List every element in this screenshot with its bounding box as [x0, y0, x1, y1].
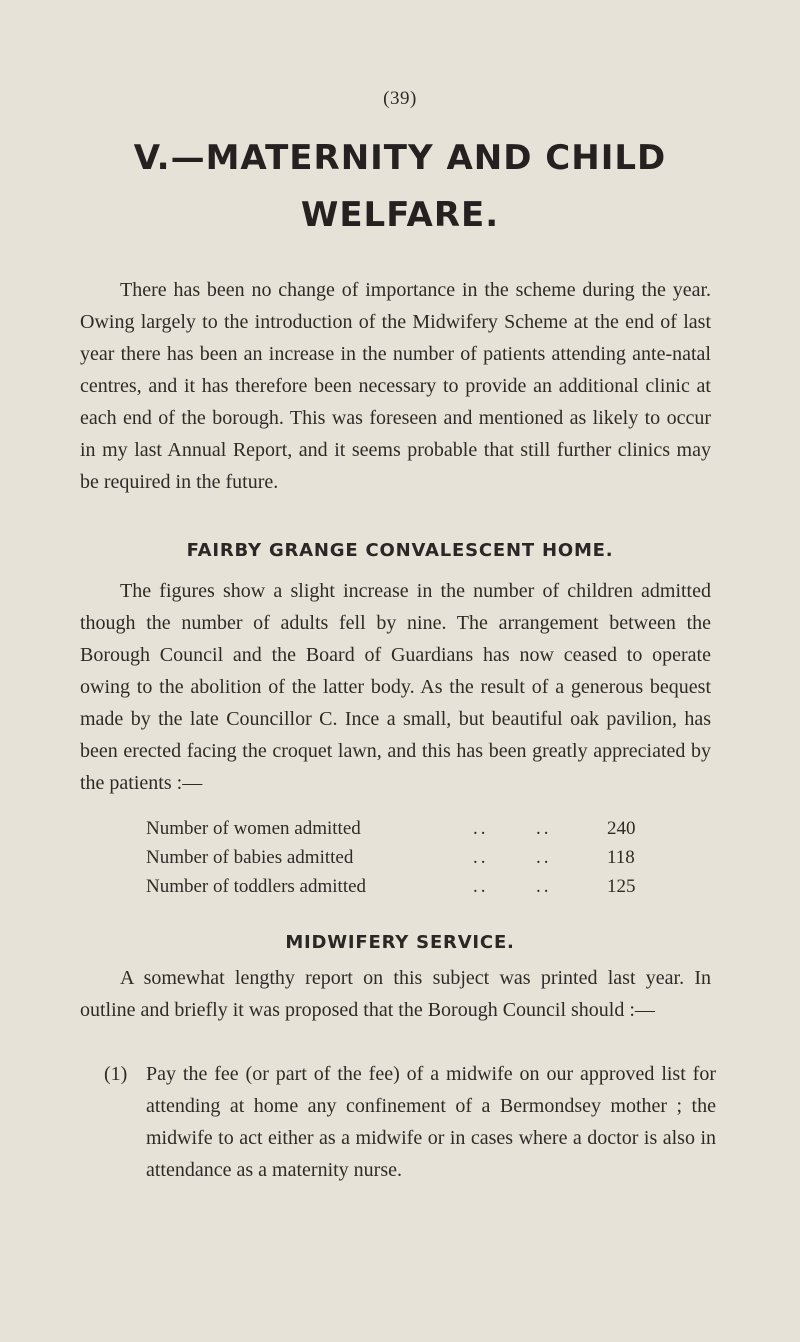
midwifery-paragraph: A somewhat lengthy report on this subject was printed last year. In outline and briefly it was proposed that the Borough Council should :—	[80, 967, 711, 1021]
leader-dots: ..	[536, 876, 552, 897]
section-heading-midwifery: MIDWIFERY SERVICE.	[285, 932, 515, 953]
page-title-line-1: V.—MATERNITY AND CHILD	[133, 138, 667, 178]
leader-dots: ..	[473, 818, 489, 839]
stat-row-babies	[146, 844, 666, 872]
list-item-text: Pay the fee (or part of the fee) of a midwife on our approved list for attending at home any confinement of a Bermondsey mother ; the midwife to act either as a midwife or in cases where a doctor is also in attendance as a maternity nurse.	[146, 1063, 716, 1181]
stat-value: 125	[607, 876, 636, 897]
stat-label: Number of toddlers admitted	[146, 876, 367, 897]
stat-row-women	[146, 815, 666, 843]
fairby-grange-paragraph: The figures show a slight increase in the number of children admitted though the number of adults fell by nine. The arrangement between the Borough Council and the Board of Guardians has now ceased to operate owing to the abolition of the latter body. As the result of a generous bequest made by the late Councillor C. Ince a small, but beautiful oak pavilion, has been erected facing the croquet lawn, and this has been greatly appreciated by the patients :—	[80, 580, 711, 794]
stat-value: 240	[607, 818, 636, 839]
section-heading-fairby-grange: FAIRBY GRANGE CONVALESCENT HOME.	[186, 540, 614, 561]
stat-label: Number of women admitted	[146, 818, 361, 839]
page-title-line-2: WELFARE.	[300, 195, 500, 235]
intro-paragraph: There has been no change of importance in the scheme during the year. Owing largely to the introduction of the Midwifery Scheme at the end of last year there has been an increase in the number of patients attending ante-natal centres, and it has therefore been necessary to provide an additional clinic at each end of the borough. This was foreseen and mentioned as likely to occur in my last Annual Report, and it seems probable that still further clinics may be required in the future.	[80, 279, 711, 493]
page-number: (39)	[383, 88, 417, 109]
stat-value: 118	[607, 847, 635, 868]
leader-dots: ..	[536, 818, 552, 839]
stat-row-toddlers	[146, 873, 666, 901]
stat-label: Number of babies admitted	[146, 847, 354, 868]
list-item-number: (1)	[104, 1063, 128, 1085]
leader-dots: ..	[536, 847, 552, 868]
leader-dots: ..	[473, 876, 489, 897]
leader-dots: ..	[473, 847, 489, 868]
